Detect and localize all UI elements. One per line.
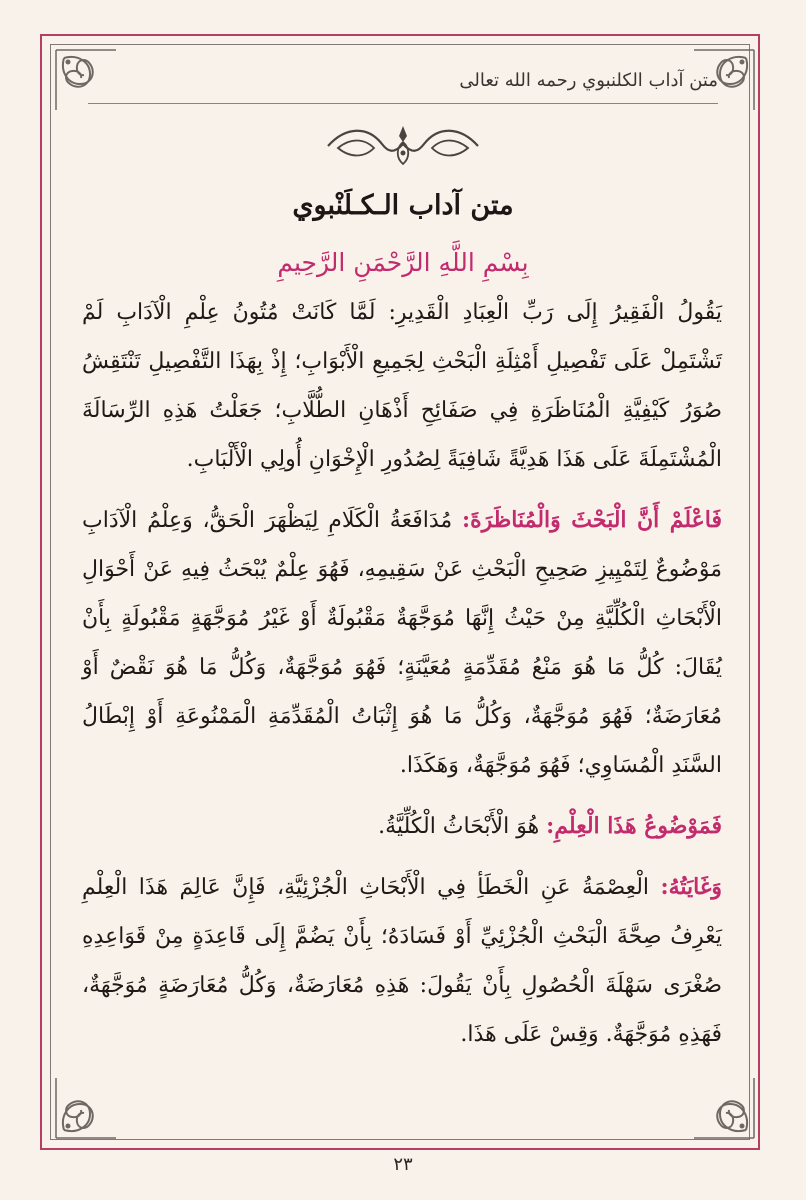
page-title: متن آداب الـكـلَنْبوي xyxy=(292,190,514,221)
paragraph-4 xyxy=(82,863,722,1059)
paragraph-1-text: يَقُولُ الْفَقِيرُ إِلَى رَبِّ الْعِبَادِ الْقَدِيرِ: لَمَّا كَانَتْ مُتُونُ عِلْمِ الْآدَابِ لَمْ تَشْتَمِلْ عَلَى تَفْصِيلِ أَمْثِلَةِ الْبَحْثِ لِجَمِيعِ الْأَبْوَابِ؛ إِذْ بِهَذَا التَّفْصِيلِ تَنْتَقِشُ صُوَرُ كَيْفِيَّةِ الْمُنَاظَرَةِ فِي صَفَائِحِ أَذْهَانِ الطُّلَّابِ؛ جَعَلْتُ هَذِهِ الرِّسَالَةَ الْمُشْتَمِلَةَ عَلَى هَذَا هَدِيَّةً شَافِيَةً لِصُدُورِ الْإِخْوَانِ أُولِي الْأَلْبَابِ. xyxy=(82,300,722,472)
paragraph-3-label: فَمَوْضُوعُ هَذَا الْعِلْمِ: xyxy=(546,813,722,839)
paragraph-3 xyxy=(82,802,722,851)
corner-ornament-top-left-icon xyxy=(50,44,122,116)
decorative-ornament-icon xyxy=(320,118,486,172)
paragraph-3-text: هُوَ الْأَبْحَاثُ الْكُلِّيَّةُ. xyxy=(378,814,540,839)
paragraph-4-label: وَغَايَتُهُ: xyxy=(660,874,722,900)
paragraph-4-text: الْعِصْمَةُ عَنِ الْخَطَأِ فِي الْأَبْحَاثِ الْجُزْئِيَّةِ، فَإِنَّ عَالِمَ هَذَا الْعِلْمِ يَعْرِفُ صِحَّةَ الْبَحْثِ الْجُزْئِيِّ أَوْ فَسَادَهُ؛ بِأَنْ يَضُمَّ إِلَى قَاعِدَةٍ مِنْ قَوَاعِدِهِ صُغْرَى سَهْلَةَ الْحُصُولِ بِأَنْ يَقُولَ: هَذِهِ مُعَارَضَةٌ، وَكُلُّ مُعَارَضَةٍ مُوَجَّهَةٌ، فَهَذِهِ مُوَجَّهَةٌ. وَقِسْ عَلَى هَذَا. xyxy=(82,875,722,1047)
paragraph-2-label: فَاعْلَمْ أَنَّ الْبَحْثَ وَالْمُنَاظَرَةَ: xyxy=(462,507,722,533)
page-number: ٢٣ xyxy=(393,1154,413,1175)
paragraph-1 xyxy=(82,288,722,484)
paragraph-2-text: مُدَافَعَةُ الْكَلَامِ لِيَظْهَرَ الْحَقُّ، وَعِلْمُ الْآدَابِ مَوْضُوعٌ لِتَمْيِيزِ صَحِيحِ الْبَحْثِ عَنْ سَقِيمِهِ، فَهُوَ عِلْمٌ يُبْحَثُ فِيهِ عَنْ أَحْوَالِ الْأَبْحَاثِ الْكُلِّيَّةِ مِنْ حَيْثُ إِنَّهَا مُوَجَّهَةٌ مَقْبُولَةٌ أَوْ غَيْرُ مُوَجَّهَةٍ مَقْبُولَةٍ بِأَنْ يُقَالَ: كُلُّ مَا هُوَ مَنْعُ مُقَدِّمَةٍ مُعَيَّنَةٍ؛ فَهُوَ مُوَجَّهَةٌ، وَكُلُّ مَا هُوَ نَقْضٌ أَوْ مُعَارَضَةٌ؛ فَهُوَ مُوَجَّهَةٌ، وَكُلُّ مَا هُوَ إِثْبَاتُ الْمُقَدِّمَةِ الْمَمْنُوعَةِ أَوْ إِبْطَالُ السَّنَدِ الْمُسَاوِي؛ فَهُوَ مُوَجَّهَةٌ، وَهَكَذَا. xyxy=(82,508,722,778)
corner-ornament-bottom-right-icon xyxy=(688,1072,760,1144)
running-header: متن آداب الكلنبوي رحمه الله تعالى xyxy=(459,70,718,91)
main-text xyxy=(82,288,722,1071)
paragraph-2 xyxy=(82,496,722,790)
header-divider xyxy=(88,103,718,104)
basmala: بِسْمِ اللَّهِ الرَّحْمَنِ الرَّحِيمِ xyxy=(277,248,529,277)
corner-ornament-bottom-left-icon xyxy=(50,1072,122,1144)
